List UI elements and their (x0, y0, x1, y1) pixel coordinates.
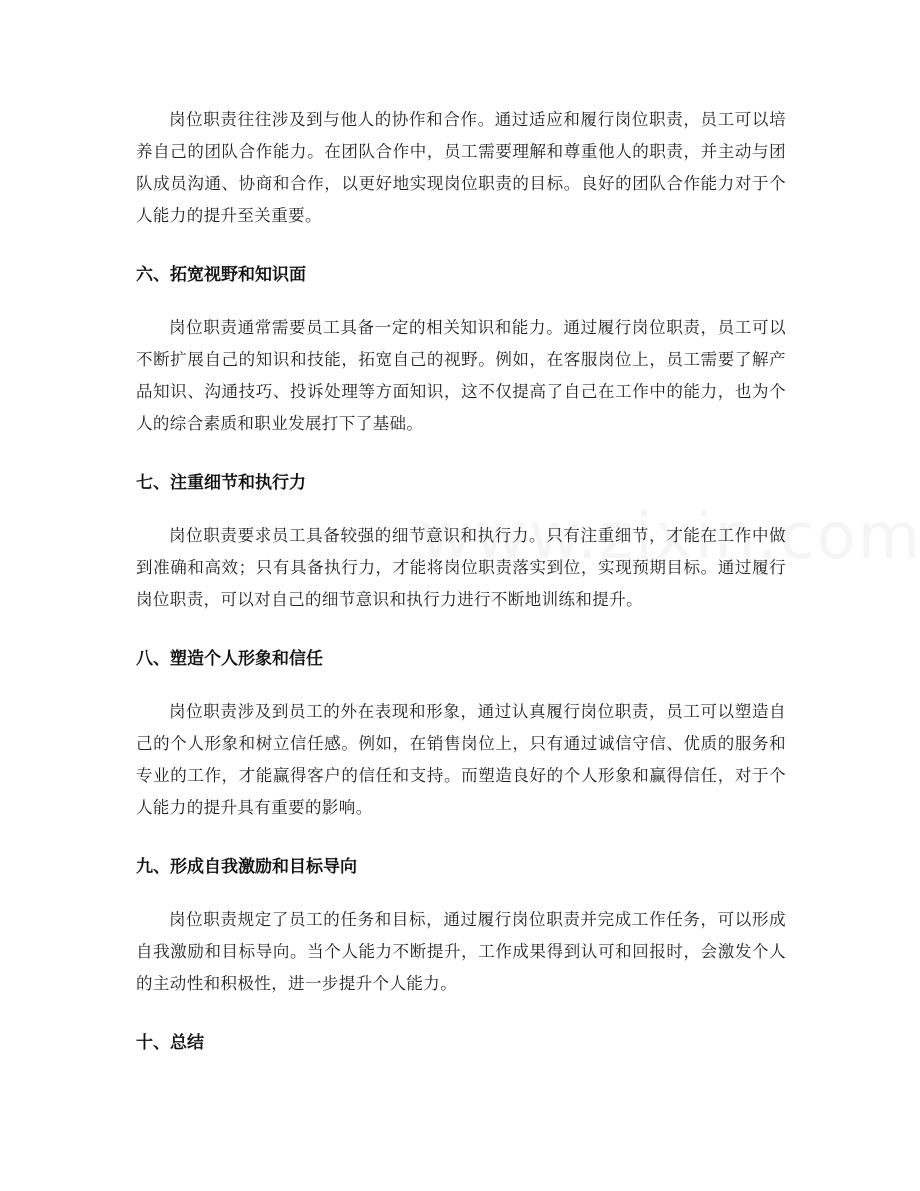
spacer (136, 232, 786, 260)
section-heading-6: 六、拓宽视野和知识面 (136, 265, 306, 285)
spacer (136, 674, 786, 696)
paragraph-teamwork: 岗位职责往往涉及到与他人的协作和合作。通过适应和履行岗位职责，员工可以培养自己的团队合作能力。在团队合作中，员工需要理解和尊重他人的职责，并主动与团队成员沟通、协商和合作，以更好地实现岗位职责的目标。良好的团队合作能力对于个人能力的提升至关重要。 (136, 110, 786, 225)
spacer (136, 616, 786, 644)
section-heading-10: 十、总结 (136, 1033, 204, 1053)
spacer (136, 824, 786, 852)
spacer (136, 290, 786, 312)
paragraph-detail-execution: 岗位职责要求员工具备较强的细节意识和执行力。只有注重细节，才能在工作中做到准确和高效；只有具备执行力，才能将岗位职责落实到位，实现预期目标。通过履行岗位职责，可以对自己的细节意识和执行力进行不断地训练和提升。 (136, 526, 786, 609)
spacer (136, 498, 786, 520)
spacer (136, 1000, 786, 1028)
section-heading-9: 九、形成自我激励和目标导向 (136, 857, 357, 877)
spacer (136, 440, 786, 468)
section-heading-8: 八、塑造个人形象和信任 (136, 649, 323, 669)
paragraph-motivation: 岗位职责规定了员工的任务和目标，通过履行岗位职责并完成工作任务，可以形成自我激励和目标导向。当个人能力不断提升，工作成果得到认可和回报时，会激发个人的主动性和积极性，进一步提升个人能力。 (136, 910, 786, 993)
section-heading-7: 七、注重细节和执行力 (136, 473, 306, 493)
paragraph-image-trust: 岗位职责涉及到员工的外在表现和形象，通过认真履行岗位职责，员工可以塑造自己的个人形象和树立信任感。例如，在销售岗位上，只有通过诚信守信、优质的服务和专业的工作，才能赢得客户的信任和支持。而塑造良好的个人形象和赢得信任，对于个人能力的提升具有重要的影响。 (136, 702, 786, 817)
paragraph-knowledge: 岗位职责通常需要员工具备一定的相关知识和能力。通过履行岗位职责，员工可以不断扩展自己的知识和技能，拓宽自己的视野。例如，在客服岗位上，员工需要了解产品知识、沟通技巧、投诉处理等方面知识，这不仅提高了自己在工作中的能力，也为个人的综合素质和职业发展打下了基础。 (136, 318, 786, 433)
spacer (136, 882, 786, 904)
document-body (136, 104, 786, 1058)
